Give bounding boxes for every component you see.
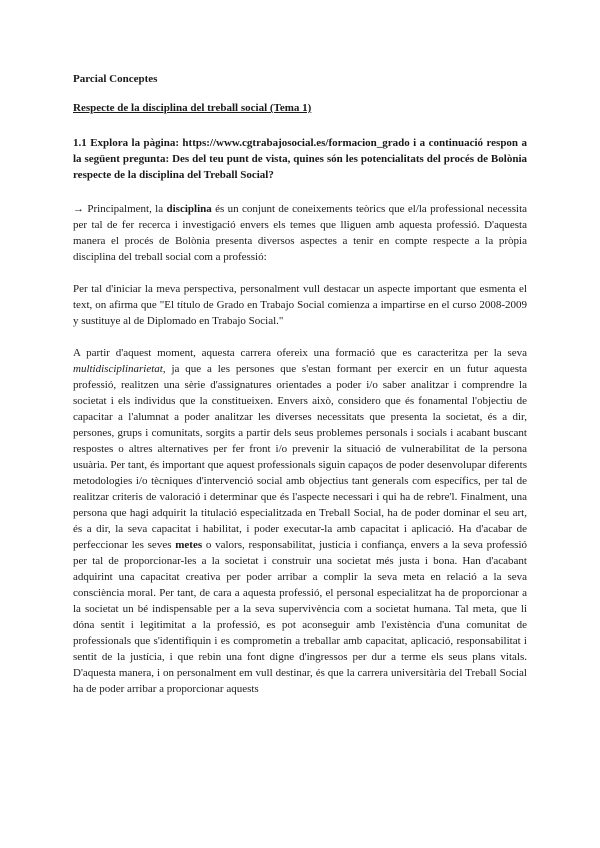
- paragraph-3-part2: , ja que a les persones que s'estan formant per exercir en un futur aquesta professió, realitzen una sèrie d'assignatures orientades a poder i/o saber analitzar i comprendre la societat i els individus que la constitueixen. Envers això, considero que és fonamental l'objectiu de capacitar a l'alumnat a poder analitzar les diverses necessitats que presenta la societat, és a dir, persones, grups i comunitats, sorgits a partir dels seus problemes personals i socials i acabant buscant respostes o altres alternatives per fer front i/o prevenir la situació de vulnerabilitat de la persona usuària. Per tant, és important que aquest professionals siguin capaços de poder desenvolupar diferents metodologies i/o tècniques d'intervenció social amb objectius tant generals com específics, per tal de realitzar criteris de valoració i determinar que és l'aspecte necessari i qui ha de rebre'l. Finalment, una persona que hagi adquirit la titulació especialitzada en Treball Social, ha de poder dominar el seu art, és a dir, la seva capacitat i habilitat, i poder executar-la amb capacitat i aplicació. Ha d'acabar de perfeccionar les seves: [73, 363, 527, 551]
- paragraph-3-part3: o valors, responsabilitat, justicia i confiança, envers a la seva professió per tal de proporcionar-les a la societat i construir una societat més justa i bona. Han d'acabant adquirint una capacitat creativa per poder arribar a complir la seva meta en relació a la seva consciència moral. Per tant, de cara a aquesta professió, el personal especialitzat ha de proporcionar a la societat un bé indispensable per a la seva supervivència com a societat humana. Tal meta, que li dóna sentit i legitimitat a la professió, es pot aconseguir amb l'existència d'una comunitat de professionals que s'identifiquin i es comprometin a treballar amb capacitat, aplicació, responsabilitat i sentit de la justícia, i que rebin una font digne d'ingressos per dur a terme els seus plans vitals. D'aquesta manera, i on personalment em vull destinar, és que la carrera universitària del Treball Social ha de poder arribar a proporcionar aquests: [73, 539, 527, 695]
- paragraph-3-part1: A partir d'aquest moment, aquesta carrera ofereix una formació que es caracteritza per la seva: [73, 347, 527, 359]
- paragraph-1-post: és un conjunt de coneixements teòrics que el/la professional necessita per tal de fer recerca i investigació envers els temes que lliguen amb aquesta professió. D'aquesta manera el procés de Bolònia presenta diversos aspectes a tenir en compte respecte a la pròpia disciplina del treball social com a professió:: [73, 203, 528, 263]
- section-heading: Respecte de la disciplina del treball social (Tema 1): [73, 102, 312, 114]
- paragraph-3: [73, 345, 527, 697]
- paragraph-3-bold-term: metes: [175, 539, 203, 551]
- arrow-glyph: →: [73, 203, 84, 215]
- question-text: 1.1 Explora la pàgina: https://www.cgtrabajosocial.es/formacion_grado i a continuació respon a la següent pregunta: Des del teu punt de vista, quines són les potencialitats del procés de Bolònia respecte de la disciplina del Treball Social?: [73, 137, 527, 181]
- paragraph-1-pre: Principalment, la: [84, 203, 167, 215]
- document-title: Parcial Conceptes: [73, 73, 158, 85]
- paragraph-1-bold-term: disciplina: [166, 203, 212, 215]
- paragraph-2: Per tal d'iniciar la meva perspectiva, personalment vull destacar un aspecte important que esmenta el text, on afirma que "El título de Grado en Trabajo Social comienza a impartirse en el curso 2008-2009 y sustituye al de Diplomado en Trabajo Social.": [73, 283, 527, 327]
- paragraph-1: [73, 201, 527, 265]
- paragraph-3-italic-term: multidisciplinarietat: [73, 363, 163, 375]
